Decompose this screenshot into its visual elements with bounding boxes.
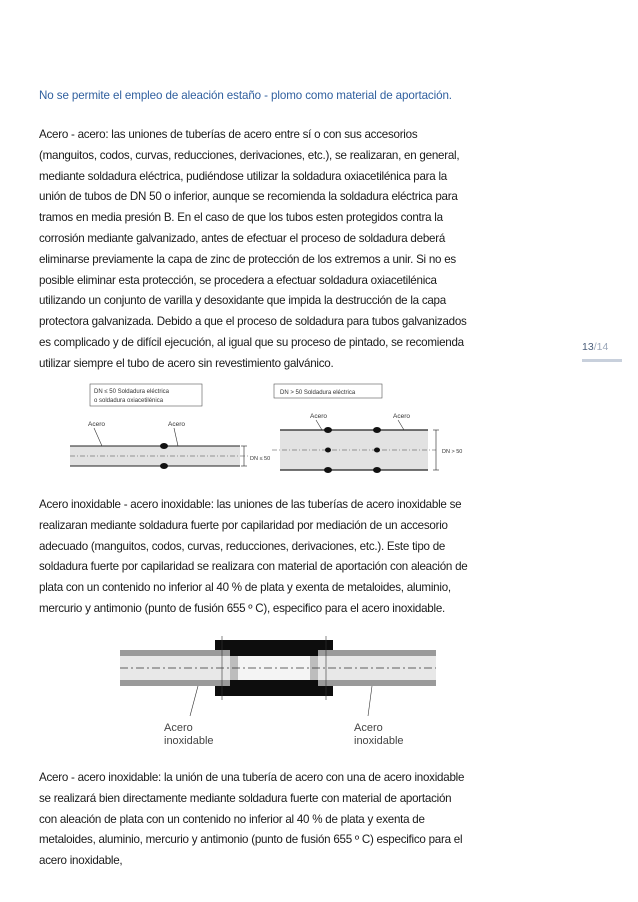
label-inox-left-2: inoxidable (164, 735, 214, 747)
label-inox-left-1: Acero (164, 722, 193, 734)
pager-bar (582, 359, 622, 362)
label-inox-right-1: Acero (354, 722, 383, 734)
weld-bead-top-2 (373, 427, 381, 433)
figure-welding-steel-steel (70, 378, 480, 486)
caption-dn-gt-50: DN > 50 Soldadura eléctrica (280, 390, 356, 396)
note-text: No se permite el empleo de aleación estaño - plomo como material de aportación. (39, 89, 452, 102)
page-indicator (582, 341, 622, 362)
caption-dn-le-50-line2: o soldadura oxiacetilénica (94, 398, 164, 404)
diagram-dn-le-50 (70, 384, 270, 469)
weld-bead-bottom-2 (373, 467, 381, 473)
diagram-dn-gt-50 (272, 384, 462, 473)
weld-bead-top-1 (324, 427, 332, 433)
page-total: 14 (596, 341, 609, 353)
caption-dn-le-50-line1: DN ≤ 50 Soldadura eléctrica (94, 389, 169, 395)
page-separator: / (593, 341, 597, 353)
weld-bead-center-2 (374, 448, 380, 453)
label-acero-left-a: Acero (88, 421, 105, 428)
weld-bead-bottom-1 (324, 467, 332, 473)
paragraph-inox-inox: Acero inoxidable - acero inoxidable: las uniones de las tuberías de acero inoxidable se realizaran mediante soldadura fuerte por capilaridad por mediación de un accesorio adecuado (manguitos, codos, curvas, reducciones, derivaciones, etc.). Este tipo de soldadura fuerte por capilaridad se realizara con material de aportación con aleación de plata con un contenido no inferior al 40 % de plata y exenta de metaloides, aluminio, mercurio y antimonio (punto de fusión 655 º C), especifico para el acero inoxidable. (39, 498, 468, 615)
weld-bead-center-1 (325, 448, 331, 453)
label-acero-left-b: Acero (168, 421, 185, 428)
page-current: 13 (582, 341, 594, 353)
paragraph-acero-inox: Acero - acero inoxidable: la unión de una tubería de acero con una de acero inoxidable se realizará bien directamente mediante soldadura fuerte con material de aportación con aleación de plata con un contenido no inferior al 40 % de plata y exenta de metaloides, aluminio, mercurio y antimonio (punto de fusión 655 º C) especifico para el acero inoxidable, (39, 771, 465, 868)
label-acero-right-a: Acero (310, 413, 327, 420)
dimension-dn-le-50: DN ≤ 50 (250, 456, 271, 462)
dimension-dn-gt-50: DN > 50 (442, 449, 463, 455)
label-inox-right-2: inoxidable (354, 735, 404, 747)
paragraph-acero-acero: Acero - acero: las uniones de tuberías de acero entre sí o con sus accesorios (manguitos, codos, curvas, reducciones, derivaciones, etc.), se realizaran, en general, mediante soldadura eléctrica, pudiéndose utilizar la soldadura oxiacetilénica para la unión de tubos de DN 50 o inferior, aunque se recomienda la soldadura eléctrica para tramos en media presión B. En el caso de que los tubos esten protegidos contra la corrosión mediante galvanizado, antes de efectuar el proceso de soldadura deberá eliminarse previamente la capa de zinc de protección de los extremos a unir. Si no es posible eliminar esta protección, se procedera a efectuar soldadura oxiacetilénica utilizando un conjunto de varilla y desoxidante que impida la destrucción de la capa protectora galvanizada. Debido a que el proceso de soldadura para tubos galvanizados es complicado y de difícil ejecución, al igual que su proceso de pintado, se recomienda utilizar siempre el tubo de acero sin revestimiento galvánico. (39, 128, 467, 370)
label-acero-right-b: Acero (393, 413, 410, 420)
weld-bead-top (160, 443, 168, 449)
figure-capillary-brazing (120, 636, 450, 756)
weld-bead-bottom (160, 463, 168, 469)
